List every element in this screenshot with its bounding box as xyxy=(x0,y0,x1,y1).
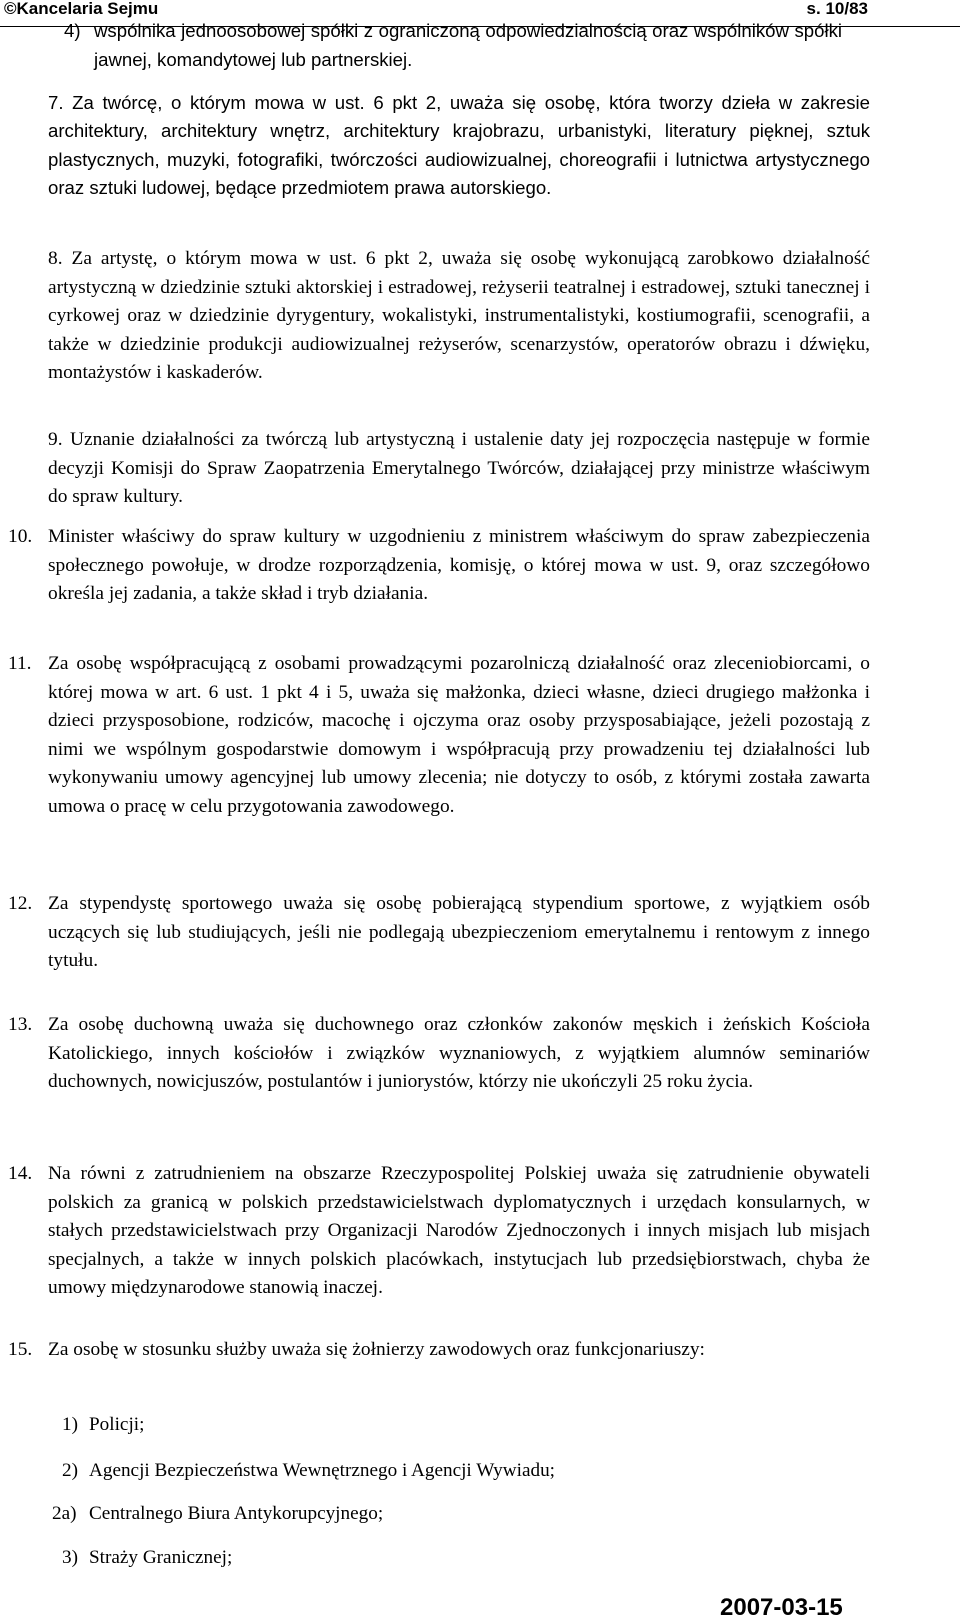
paragraph-text: Za artystę, o którym mowa w ust. 6 pkt 2, uważa się osobę wykonującą zarobkowo działalność artystyczną w dziedzinie sztuki aktorskiej i estradowej, reżyserii teatralnej i estradowej, sztuki tanecznej i cyrkowej oraz w dziedzinie dyrygentury, wokalistyki, instrumentalistyki, kostiumografii, scenografii, a także w dziedzinie produkcji audiowizualnej reżyserów, scenarzystów, operatorów obrazu i dźwięku, montażystów i kaskaderów. xyxy=(48,248,870,384)
list-item-number: 2) xyxy=(62,1460,78,1481)
paragraph-number: 8. xyxy=(48,248,63,269)
paragraph-text: Na równi z zatrudnieniem na obszarze Rzeczypospolitej Polskiej uważa się zatrudnienie obywateli polskich za granicą w polskich przedstawicielstwach dyplomatycznych i urzędach konsularnych, w stałych przedstawicielstwach przy Organizacji Narodów Zjednoczonych i innych misjach lub misjach specjalnych, a także w innych polskich placówkach, instytucjach lub przedsiębiorstwach, chyba że umowy międzynarodowe stanowią inaczej. xyxy=(48,1163,870,1299)
paragraph-number: 4) xyxy=(64,20,81,41)
paragraph-7 xyxy=(0,89,960,203)
paragraph-4-item xyxy=(0,17,960,74)
paragraph-13 xyxy=(0,1011,960,1097)
list-item-text: Policji; xyxy=(89,1414,145,1435)
paragraph-number: 15. xyxy=(8,1339,33,1360)
paragraph-9 xyxy=(0,426,960,512)
list-item-text: Centralnego Biura Antykorupcyjnego; xyxy=(89,1503,384,1524)
paragraph-text: Minister właściwy do spraw kultury w uzgodnieniu z ministrem właściwym do spraw zabezpieczenia społecznego powołuje, w drodze rozporządzenia, komisję, o której mowa w ust. 9, oraz szczegółowo określa jej zadania, a także skład i tryb działania. xyxy=(48,526,870,605)
page-number: s. 10/83 xyxy=(806,0,868,18)
paragraph-text: Za twórcę, o którym mowa w ust. 6 pkt 2, uważa się osobę, która tworzy dzieła w zakresie architektury, architektury wnętrz, architektury krajobrazu, urbanistyki, literatury pięknej, sztuk plastycznych, muzyki, fotografiki, twórczości audiowizualnej, choreografii i lutnictwa artystycznego oraz sztuki ludowej, będące przedmiotem prawa autorskiego. xyxy=(48,92,870,199)
paragraph-number: 10. xyxy=(8,526,33,547)
copyright-label: ©Kancelaria Sejmu xyxy=(4,0,159,18)
paragraph-11 xyxy=(0,650,960,822)
paragraph-8 xyxy=(0,245,960,388)
paragraph-number: 13. xyxy=(8,1014,33,1035)
paragraph-text: Za osobę w stosunku służby uważa się żołnierzy zawodowych oraz funkcjonariuszy: xyxy=(48,1339,705,1360)
paragraph-text: Uznanie działalności za twórczą lub artystyczną i ustalenie daty jej rozpoczęcia następuje w formie decyzji Komisji do Spraw Zaopatrzenia Emerytalnego Twórców, działającej przy ministrze właściwym do spraw kultury. xyxy=(48,429,870,508)
paragraph-12 xyxy=(0,890,960,976)
paragraph-14 xyxy=(0,1160,960,1303)
footer-date: 2007-03-15 xyxy=(720,1594,843,1621)
paragraph-15 xyxy=(0,1336,960,1365)
paragraph-number: 7. xyxy=(48,92,64,113)
list-item-number: 3) xyxy=(62,1547,78,1568)
paragraph-number: 12. xyxy=(8,893,33,914)
paragraph-text: Za osobę współpracującą z osobami prowadzącymi pozarolniczą działalność oraz zleceniobiorcami, o której mowa w art. 6 ust. 1 pkt 4 i 5, uważa się małżonka, dzieci własne, dzieci drugiego małżonka i dzieci przysposobione, rodziców, macochę i ojczyma oraz osoby przysposabiające, jeżeli pozostają z nimi we wspólnym gospodarstwie domowym i współpracują przy prowadzeniu tej działalności lub wykonywaniu umowy agencyjnej lub umowy zlecenia; nie dotyczy to osób, z którymi została zawarta umowa o pracę w celu przygotowania zawodowego. xyxy=(48,653,870,817)
paragraph-text: Za osobę duchowną uważa się duchownego oraz członków zakonów męskich i żeńskich Kościoła Katolickiego, innych kościołów i związków wyznaniowych, z wyjątkiem alumnów seminariów duchownych, nowicjuszów, postulantów i juniorystów, którzy nie ukończyli 25 roku życia. xyxy=(48,1014,870,1093)
paragraph-number: 9. xyxy=(48,429,63,450)
paragraph-text: wspólnika jednoosobowej spółki z ograniczoną odpowiedzialnością oraz wspólników spółki jawnej, komandytowej lub partnerskiej. xyxy=(94,20,842,70)
paragraph-number: 14. xyxy=(8,1163,33,1184)
paragraph-text: Za stypendystę sportowego uważa się osobę pobierającą stypendium sportowe, z wyjątkiem osób uczących się lub studiujących, jeśli nie podlegają ubezpieczeniom emerytalnemu i rentowym z innego tytułu. xyxy=(48,893,870,972)
paragraph-number: 11. xyxy=(8,653,32,674)
list-item-text: Agencji Bezpieczeństwa Wewnętrznego i Agencji Wywiadu; xyxy=(89,1460,555,1481)
list-item-number: 1) xyxy=(62,1414,78,1435)
list-item-text: Straży Granicznej; xyxy=(89,1547,233,1568)
paragraph-10 xyxy=(0,523,960,609)
list-item-number: 2a) xyxy=(52,1503,77,1524)
